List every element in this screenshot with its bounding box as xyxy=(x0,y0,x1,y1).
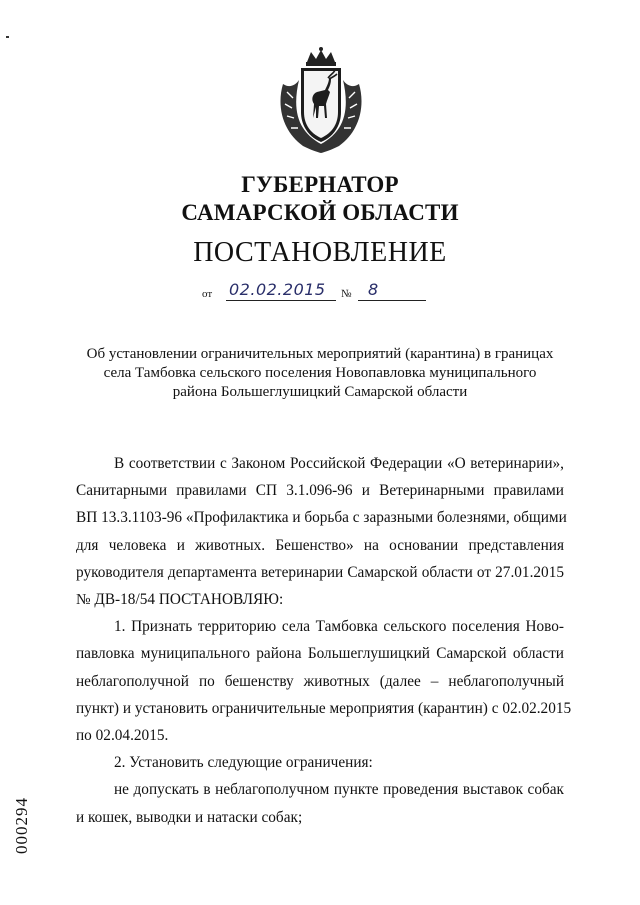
body-line: Санитарными правилами СП 3.1.096-96 и Ветеринарными правилами xyxy=(76,482,564,500)
body-line: павловка муниципального района Большеглушицкий Самарской области xyxy=(76,645,564,663)
document-title xyxy=(60,345,580,402)
archive-stamp-number: 000294 xyxy=(12,797,31,854)
body-line: № ДВ-18/54 ПОСТАНОВЛЯЮ: xyxy=(76,591,284,609)
issuer-title-line-2: САМАРСКОЙ ОБЛАСТИ xyxy=(181,200,459,225)
body-line: 2. Установить следующие ограничения: xyxy=(114,754,373,772)
number-underline xyxy=(358,300,426,301)
paragraph-preamble xyxy=(76,450,567,613)
date-label: от xyxy=(202,288,213,300)
body-line: ВП 13.3.1103-96 «Профилактика и борьба с заразными болезнями, общими xyxy=(76,509,567,527)
body-line: В соответствии с Законом Российской Федерации «О ветеринарии», xyxy=(114,455,564,472)
paragraph-item-1 xyxy=(76,613,572,749)
date-underline xyxy=(226,300,336,301)
samara-coat-of-arms-icon xyxy=(273,46,369,156)
body-line: не допускать в неблагополучном пункте проведения выставок собак xyxy=(114,781,564,799)
issuer-title-line-1: ГУБЕРНАТОР xyxy=(241,172,399,197)
registration-line xyxy=(202,280,442,302)
body-line: и кошек, выводки и натаски собак; xyxy=(76,808,303,826)
paragraph-restriction xyxy=(76,776,564,830)
body-line: 1. Признать территорию села Тамбовка сельского поселения Ново- xyxy=(114,618,564,636)
scan-speck xyxy=(6,36,9,38)
title-line: села Тамбовка сельского поселения Новопавловка муниципального xyxy=(103,365,537,381)
body-line: неблагополучной по бешенству животных (далее – неблагополучный xyxy=(76,672,564,690)
handwritten-date: 02.02.2015 xyxy=(229,280,326,299)
paragraph-item-2 xyxy=(76,749,564,776)
title-line: района Большеглушицкий Самарской области xyxy=(172,384,468,400)
body-line: руководителя департамента ветеринарии Самарской области от 27.01.2015 xyxy=(76,563,564,581)
number-label: № xyxy=(341,288,352,300)
body-line: пункт) и установить ограничительные мероприятия (карантин) с 02.02.2015 xyxy=(76,699,572,717)
document-type-heading: ПОСТАНОВЛЕНИЕ xyxy=(193,237,447,268)
body-line: по 02.04.2015. xyxy=(76,727,169,745)
body-line: для человека и животных. Бешенство» на основании представления xyxy=(76,536,564,554)
handwritten-number: 8 xyxy=(368,280,379,299)
document-body xyxy=(76,450,572,831)
title-line: Об установлении ограничительных мероприятий (карантина) в границах xyxy=(86,346,554,362)
